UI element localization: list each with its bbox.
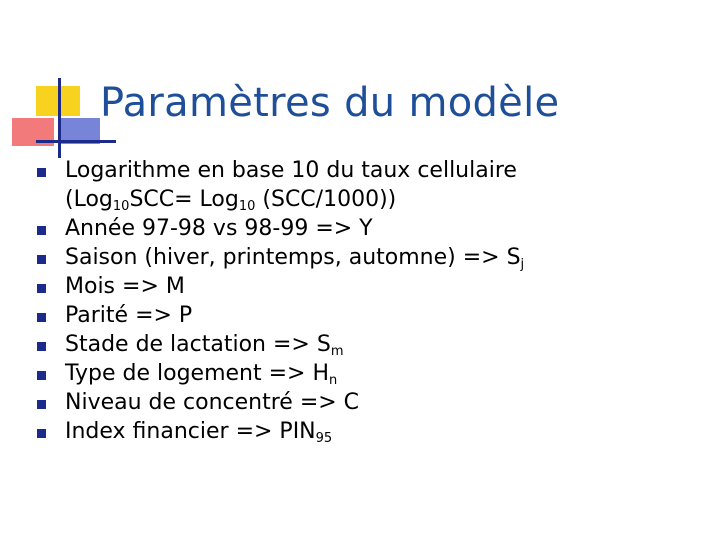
bullet-text: Type de logement => H [65,361,330,386]
bullet-item-4 [0,272,720,301]
bullet-item-3 [0,243,720,272]
bullet-item-1 [0,156,720,214]
bullet-text: Parité => P [65,303,193,328]
subscript: n [329,373,338,388]
square-bullet-icon [37,313,46,322]
bullet-text: (Log [65,187,113,212]
bullet-text: Logarithme en base 10 du taux cellulaire [65,158,517,183]
vertical-line [58,78,61,158]
subscript: 95 [315,431,333,446]
square-bullet-icon [37,226,46,235]
subscript: 10 [238,199,256,214]
bullet-item-9 [0,417,720,446]
slide-title: Paramètres du modèle [100,80,560,126]
bullet-item-7 [0,359,720,388]
bullet-text: Mois => M [65,274,185,299]
square-bullet-icon [37,284,46,293]
bullet-item-6 [0,330,720,359]
square-bullet-icon [37,371,46,380]
bullet-text: (SCC/1000)) [255,187,397,212]
decorative-logo [0,0,110,160]
square-bullet-icon [37,255,46,264]
bullet-text: Index financier => PIN [65,419,316,444]
bullet-item-5 [0,301,720,330]
square-bullet-icon [37,342,46,351]
bullet-list [0,156,720,446]
subscript: 10 [112,199,130,214]
bullet-text: Niveau de concentré => C [65,390,360,415]
horizontal-line [36,140,116,143]
subscript: m [330,344,344,359]
square-bullet-icon [37,400,46,409]
bullet-text: Saison (hiver, printemps, automne) => S [65,245,521,270]
bullet-text: Année 97-98 vs 98-99 => Y [65,216,373,241]
bullet-text: Stade de lactation => S [65,332,331,357]
subscript: j [520,257,525,272]
bullet-text: SCC= Log [129,187,239,212]
bullet-item-2 [0,214,720,243]
square-bullet-icon [37,168,46,177]
bullet-item-8 [0,388,720,417]
square-bullet-icon [37,429,46,438]
